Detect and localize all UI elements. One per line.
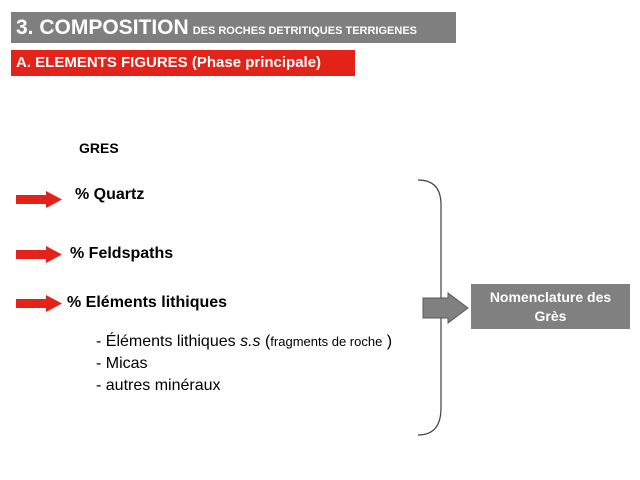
title-main: 3. COMPOSITION <box>16 16 189 39</box>
gray-arrow-icon <box>423 293 468 323</box>
component-feldspaths: % Feldspaths <box>70 245 174 262</box>
list-item: - Éléments lithiques s.s (fragments de roche ) <box>96 333 393 350</box>
nomenclature-line2: Grès <box>534 308 567 324</box>
component-lithiques: % Eléments lithiques <box>67 294 228 311</box>
nomenclature-box <box>471 284 630 329</box>
nomenclature-line1: Nomenclature des <box>489 289 612 305</box>
component-quartz: % Quartz <box>75 186 145 203</box>
list-item: - Micas <box>96 355 148 372</box>
section-subtitle: A. ELEMENTS FIGURES (Phase principale) <box>11 50 355 76</box>
title-subtext: DES ROCHES DETRITIQUES TERRIGENES <box>192 25 417 37</box>
gres-heading: GRES <box>79 140 119 156</box>
list-item: - autres minéraux <box>96 377 221 394</box>
